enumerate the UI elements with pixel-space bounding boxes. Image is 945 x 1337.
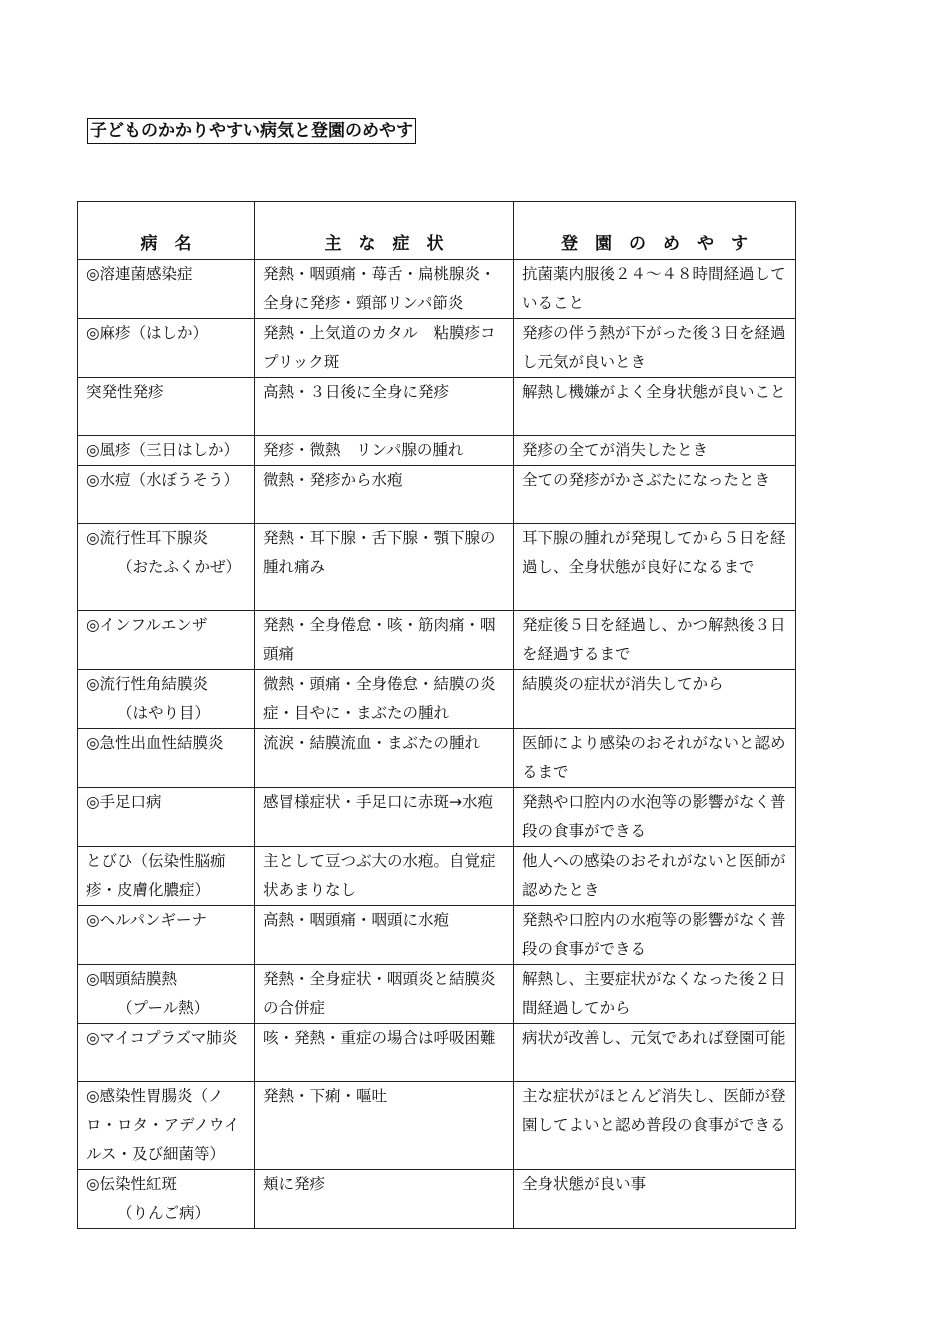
table-row: [78, 1170, 796, 1229]
symptoms-cell: 高熱・３日後に全身に発疹: [255, 378, 514, 436]
disease-name: （はやり目）: [117, 704, 211, 722]
disease-name: （プール熱）: [117, 999, 210, 1017]
attendance-guideline-cell: 病状が改善し、元気であれば登園可能: [514, 1024, 796, 1082]
disease-name: ◎マイコプラズマ肺炎: [86, 1029, 238, 1047]
disease-name-cell: [78, 1082, 255, 1170]
attendance-guideline-cell: 全ての発疹がかさぶたになったとき: [514, 466, 796, 524]
disease-name-cell: [78, 466, 255, 524]
symptoms-cell: 流涙・結膜流血・まぶたの腫れ: [255, 729, 514, 788]
disease-name: ◎急性出血性結膜炎: [86, 734, 224, 752]
symptoms-cell: 微熱・頭痛・全身倦怠・結膜の炎症・目やに・まぶたの腫れ: [255, 670, 514, 729]
disease-name-cell: [78, 260, 255, 319]
disease-name-cell: [78, 378, 255, 436]
disease-name: ◎溶連菌感染症: [86, 265, 193, 283]
symptoms-cell: 発熱・上気道のカタル 粘膜疹コプリック斑: [255, 319, 514, 378]
disease-name: ◎咽頭結膜熱: [86, 970, 178, 988]
table-row: [78, 319, 796, 378]
disease-name: ◎ヘルパンギーナ: [86, 911, 207, 929]
table-row: [78, 906, 796, 965]
symptoms-cell: 咳・発熱・重症の場合は呼吸困難: [255, 1024, 514, 1082]
symptoms-cell: 頬に発疹: [255, 1170, 514, 1229]
symptoms-cell: 発熱・咽頭痛・苺舌・扁桃腺炎・全身に発疹・頸部リンパ節炎: [255, 260, 514, 319]
header-disease-name: 病 名: [78, 202, 255, 260]
symptoms-cell: 微熱・発疹から水疱: [255, 466, 514, 524]
attendance-guideline-cell: 耳下腺の腫れが発現してから５日を経過し、全身状態が良好になるまで: [514, 524, 796, 611]
disease-name-cell: [78, 1170, 255, 1229]
table-header-row: [78, 202, 796, 260]
attendance-guideline-cell: 発症後５日を経過し、かつ解熱後３日を経過するまで: [514, 611, 796, 670]
disease-name-cell: [78, 436, 255, 466]
attendance-guideline-cell: 発疹の伴う熱が下がった後３日を経過し元気が良いとき: [514, 319, 796, 378]
attendance-guideline-cell: 結膜炎の症状が消失してから: [514, 670, 796, 729]
disease-name-cell: [78, 319, 255, 378]
disease-name: ◎水痘（水ぼうそう）: [86, 471, 240, 489]
disease-name-cell: [78, 1024, 255, 1082]
table-row: [78, 729, 796, 788]
attendance-guideline-cell: 解熱し、主要症状がなくなった後２日間経過してから: [514, 965, 796, 1024]
disease-name: ◎インフルエンザ: [86, 616, 208, 634]
disease-name: ◎手足口病: [86, 793, 162, 811]
symptoms-cell: 高熱・咽頭痛・咽頭に水疱: [255, 906, 514, 965]
table-row: [78, 436, 796, 466]
disease-name-cell: [78, 611, 255, 670]
table-row: [78, 670, 796, 729]
disease-name: ◎流行性角結膜炎: [86, 675, 209, 693]
table-body: [78, 260, 796, 1229]
symptoms-cell: 発疹・微熱 リンパ腺の腫れ: [255, 436, 514, 466]
header-symptoms: 主 な 症 状: [255, 202, 514, 260]
attendance-guideline-cell: 全身状態が良い事: [514, 1170, 796, 1229]
symptoms-cell: 発熱・下痢・嘔吐: [255, 1082, 514, 1170]
table-row: [78, 847, 796, 906]
page-title: 子どものかかりやすい病気と登園のめやす: [87, 118, 416, 144]
disease-name-cell: [78, 965, 255, 1024]
table-row: [78, 1082, 796, 1170]
disease-name-cell: [78, 729, 255, 788]
disease-name-cell: [78, 906, 255, 965]
symptoms-cell: 感冒様症状・手足口に赤斑→水疱: [255, 788, 514, 847]
disease-name: （おたふくかぜ）: [117, 558, 242, 576]
disease-name-cell: [78, 524, 255, 611]
symptoms-cell: 発熱・全身倦怠・咳・筋肉痛・咽頭痛: [255, 611, 514, 670]
disease-name-cell: [78, 847, 255, 906]
symptoms-cell: 発熱・耳下腺・舌下腺・顎下腺の腫れ痛み: [255, 524, 514, 611]
table-row: [78, 466, 796, 524]
header-attendance-guideline: 登 園 の め や す: [514, 202, 796, 260]
table-row: [78, 260, 796, 319]
disease-name: とびひ（伝染性脳痂疹・皮膚化膿症）: [86, 852, 226, 899]
disease-name: ◎流行性耳下腺炎: [86, 529, 209, 547]
table-row: [78, 378, 796, 436]
disease-name: 突発性発疹: [86, 383, 164, 401]
disease-table: [77, 201, 796, 1229]
attendance-guideline-cell: 医師により感染のおそれがないと認めるまで: [514, 729, 796, 788]
disease-name: ◎麻疹（はしか）: [86, 324, 209, 342]
disease-name: （りんご病）: [117, 1204, 211, 1222]
attendance-guideline-cell: 発熱や口腔内の水泡等の影響がなく普段の食事ができる: [514, 788, 796, 847]
disease-name: ◎風疹（三日はしか）: [86, 441, 240, 459]
disease-name-cell: [78, 788, 255, 847]
disease-name: ◎伝染性紅斑: [86, 1175, 178, 1193]
table-row: [78, 524, 796, 611]
table-row: [78, 965, 796, 1024]
symptoms-cell: 発熱・全身症状・咽頭炎と結膜炎の合併症: [255, 965, 514, 1024]
table-row: [78, 611, 796, 670]
table-row: [78, 788, 796, 847]
attendance-guideline-cell: 抗菌薬内服後２４～４８時間経過していること: [514, 260, 796, 319]
attendance-guideline-cell: 発熱や口腔内の水疱等の影響がなく普段の食事ができる: [514, 906, 796, 965]
attendance-guideline-cell: 主な症状がほとんど消失し、医師が登園してよいと認め普段の食事ができる: [514, 1082, 796, 1170]
attendance-guideline-cell: 他人への感染のおそれがないと医師が認めたとき: [514, 847, 796, 906]
attendance-guideline-cell: 発疹の全てが消失したとき: [514, 436, 796, 466]
disease-name: ◎感染性胃腸炎（ノロ・ロタ・アデノウイルス・及び細菌等）: [86, 1087, 240, 1163]
attendance-guideline-cell: 解熱し機嫌がよく全身状態が良いこと: [514, 378, 796, 436]
table-row: [78, 1024, 796, 1082]
symptoms-cell: 主として豆つぶ大の水疱。自覚症状あまりなし: [255, 847, 514, 906]
disease-name-cell: [78, 670, 255, 729]
